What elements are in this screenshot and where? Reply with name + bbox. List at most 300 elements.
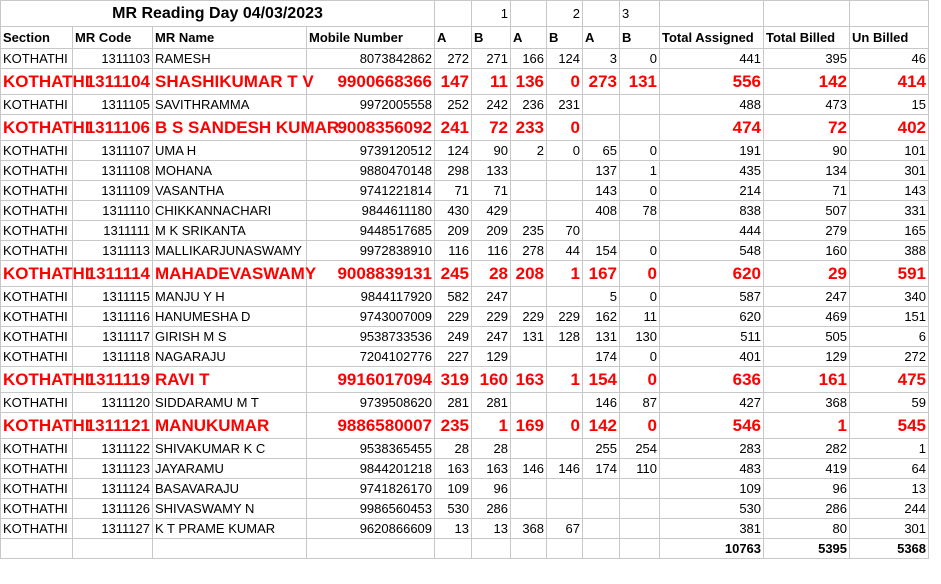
cell-un-billed: 143 xyxy=(850,181,929,201)
cell-mr-name: MANJU Y H xyxy=(153,287,307,307)
cell-a-1: 109 xyxy=(435,479,472,499)
cell-total-assigned: 488 xyxy=(660,95,764,115)
cell-b-1: 129 xyxy=(472,347,511,367)
cell-total-billed: 142 xyxy=(764,69,850,95)
cell-b-2 xyxy=(547,181,583,201)
cell-a-3: 154 xyxy=(583,241,620,261)
cell-b-3: 130 xyxy=(620,327,660,347)
cell-mobile: 9916017094 xyxy=(307,367,435,393)
cell-mobile: 9741221814 xyxy=(307,181,435,201)
cell-total-billed: 161 xyxy=(764,367,850,393)
table-row xyxy=(1,367,929,393)
cell-b-2: 124 xyxy=(547,49,583,69)
cell-b-3: 0 xyxy=(620,141,660,161)
cell-b-3 xyxy=(620,95,660,115)
cell-section: KOTHATHI xyxy=(1,307,73,327)
cell-a-2: 233 xyxy=(511,115,547,141)
cell-b-2: 231 xyxy=(547,95,583,115)
cell-un-billed: 151 xyxy=(850,307,929,327)
cell-a-3: 131 xyxy=(583,327,620,347)
table-row xyxy=(1,347,929,367)
table-row xyxy=(1,261,929,287)
cell-total-billed: 247 xyxy=(764,287,850,307)
cell-b-1: 286 xyxy=(472,499,511,519)
cell-a-3: 137 xyxy=(583,161,620,181)
cell-total-assigned: 636 xyxy=(660,367,764,393)
cell-b-2 xyxy=(547,287,583,307)
cell-total-assigned: 546 xyxy=(660,413,764,439)
cell-mr-code: 1311127 xyxy=(73,519,153,539)
sheet-title: MR Reading Day 04/03/2023 xyxy=(1,1,435,27)
cell-un-billed: 591 xyxy=(850,261,929,287)
cell-mobile: 9880470148 xyxy=(307,161,435,181)
un-billed-sum: 5368 xyxy=(850,539,929,559)
cell-mr-code: 1311113 xyxy=(73,241,153,261)
cell-b-1: 229 xyxy=(472,307,511,327)
cell-mobile: 9972005558 xyxy=(307,95,435,115)
cell-b-3: 78 xyxy=(620,201,660,221)
cell-b-1: 28 xyxy=(472,261,511,287)
cell-b-3: 11 xyxy=(620,307,660,327)
cell-b-3 xyxy=(620,499,660,519)
cell-a-2 xyxy=(511,181,547,201)
cell-total-billed: 160 xyxy=(764,241,850,261)
cell-b-2: 70 xyxy=(547,221,583,241)
cell-a-3: 5 xyxy=(583,287,620,307)
cell-mobile: 9886580007 xyxy=(307,413,435,439)
cell-b-1: 28 xyxy=(472,439,511,459)
cell-total-assigned: 511 xyxy=(660,327,764,347)
cell-a-2: 208 xyxy=(511,261,547,287)
cell-total-assigned: 427 xyxy=(660,393,764,413)
cell-b-1: 72 xyxy=(472,115,511,141)
cell-mr-name: SHASHIKUMAR T V xyxy=(153,69,307,95)
cell-a-2: 235 xyxy=(511,221,547,241)
cell-a-3 xyxy=(583,499,620,519)
cell-mr-code: 1311107 xyxy=(73,141,153,161)
table-row xyxy=(1,161,929,181)
cell-a-2: 368 xyxy=(511,519,547,539)
cell-b-2 xyxy=(547,161,583,181)
cell-a-2 xyxy=(511,393,547,413)
cell-a-1: 147 xyxy=(435,69,472,95)
cell-total-billed: 96 xyxy=(764,479,850,499)
cell-mr-code: 1311108 xyxy=(73,161,153,181)
cell-b-2: 44 xyxy=(547,241,583,261)
cell-mr-name: SAVITHRAMMA xyxy=(153,95,307,115)
table-row xyxy=(1,287,929,307)
cell-b-3: 0 xyxy=(620,413,660,439)
cell-a-3 xyxy=(583,115,620,141)
cell-b-1: 247 xyxy=(472,287,511,307)
cell-mobile: 9008356092 xyxy=(307,115,435,141)
cell-total-assigned: 620 xyxy=(660,307,764,327)
cell-a-1: 229 xyxy=(435,307,472,327)
cell-mobile: 9538733536 xyxy=(307,327,435,347)
cell-b-2: 128 xyxy=(547,327,583,347)
cell-total-assigned: 401 xyxy=(660,347,764,367)
header-a-1: A xyxy=(435,27,472,49)
cell-mobile: 9743007009 xyxy=(307,307,435,327)
cell-a-1: 28 xyxy=(435,439,472,459)
cell-mr-name: SIDDARAMU M T xyxy=(153,393,307,413)
cell-mr-code: 1311106 xyxy=(73,115,153,141)
table-row xyxy=(1,221,929,241)
cell-un-billed: 101 xyxy=(850,141,929,161)
cell-a-3 xyxy=(583,519,620,539)
header-a-3: A xyxy=(583,27,620,49)
header-mr-name: MR Name xyxy=(153,27,307,49)
cell-a-2 xyxy=(511,499,547,519)
header-un-billed: Un Billed xyxy=(850,27,929,49)
table-row xyxy=(1,479,929,499)
cell-mr-code: 1311118 xyxy=(73,347,153,367)
cell-a-2: 278 xyxy=(511,241,547,261)
cell-a-2 xyxy=(511,347,547,367)
cell-mobile: 9739120512 xyxy=(307,141,435,161)
cell-a-3 xyxy=(583,479,620,499)
cell-mr-code: 1311105 xyxy=(73,95,153,115)
cell-mr-name: CHIKKANNACHARI xyxy=(153,201,307,221)
cell-b-2 xyxy=(547,347,583,367)
cell-mobile: 9844201218 xyxy=(307,459,435,479)
cell-total-billed: 505 xyxy=(764,327,850,347)
cell-b-1: 281 xyxy=(472,393,511,413)
cell-total-billed: 72 xyxy=(764,115,850,141)
cell-a-2 xyxy=(511,161,547,181)
cell-un-billed: 388 xyxy=(850,241,929,261)
cell-section: KOTHATHI xyxy=(1,479,73,499)
cell-total-billed: 282 xyxy=(764,439,850,459)
cell-b-2: 229 xyxy=(547,307,583,327)
cell-mr-name: GIRISH M S xyxy=(153,327,307,347)
cell-total-assigned: 444 xyxy=(660,221,764,241)
header-b-1: B xyxy=(472,27,511,49)
cell-un-billed: 414 xyxy=(850,69,929,95)
cell-b-1: 1 xyxy=(472,413,511,439)
cell-a-1: 235 xyxy=(435,413,472,439)
cell-total-billed: 368 xyxy=(764,393,850,413)
cell-b-3: 1 xyxy=(620,161,660,181)
cell-b-3 xyxy=(620,479,660,499)
cell-mobile: 9972838910 xyxy=(307,241,435,261)
cell-total-billed: 507 xyxy=(764,201,850,221)
cell-mobile: 9538365455 xyxy=(307,439,435,459)
cell-a-1: 298 xyxy=(435,161,472,181)
cell-a-2: 169 xyxy=(511,413,547,439)
cell-mr-name: RAMESH xyxy=(153,49,307,69)
cell-mr-name: MALLIKARJUNASWAMY xyxy=(153,241,307,261)
cell-a-1: 245 xyxy=(435,261,472,287)
cell-b-1: 429 xyxy=(472,201,511,221)
table-row xyxy=(1,519,929,539)
cell-b-2: 0 xyxy=(547,413,583,439)
header-row xyxy=(1,27,929,49)
group-label-1: 1 xyxy=(472,1,511,27)
cell-total-billed: 134 xyxy=(764,161,850,181)
cell-section: KOTHATHI xyxy=(1,287,73,307)
cell-mr-code: 1311110 xyxy=(73,201,153,221)
cell-section: KOTHATHI xyxy=(1,499,73,519)
cell-mobile: 9739508620 xyxy=(307,393,435,413)
cell-mr-code: 1311109 xyxy=(73,181,153,201)
cell-mr-code: 1311121 xyxy=(73,413,153,439)
cell-b-2: 146 xyxy=(547,459,583,479)
cell-section: KOTHATHI xyxy=(1,367,73,393)
cell-b-1: 242 xyxy=(472,95,511,115)
cell-a-1: 582 xyxy=(435,287,472,307)
header-b-3: B xyxy=(620,27,660,49)
cell-un-billed: 340 xyxy=(850,287,929,307)
cell-mr-code: 1311124 xyxy=(73,479,153,499)
cell-section: KOTHATHI xyxy=(1,201,73,221)
cell-mobile: 9741826170 xyxy=(307,479,435,499)
cell-un-billed: 64 xyxy=(850,459,929,479)
cell-un-billed: 272 xyxy=(850,347,929,367)
cell-mr-code: 1311122 xyxy=(73,439,153,459)
cell-un-billed: 244 xyxy=(850,499,929,519)
cell-total-billed: 129 xyxy=(764,347,850,367)
total-billed-sum: 5395 xyxy=(764,539,850,559)
cell-a-1: 249 xyxy=(435,327,472,347)
cell-mr-name: MOHANA xyxy=(153,161,307,181)
cell-total-assigned: 587 xyxy=(660,287,764,307)
cell-b-3: 87 xyxy=(620,393,660,413)
cell-total-billed: 286 xyxy=(764,499,850,519)
cell-b-3: 0 xyxy=(620,287,660,307)
table-row xyxy=(1,181,929,201)
cell-mr-name: M K SRIKANTA xyxy=(153,221,307,241)
table-row xyxy=(1,413,929,439)
cell-un-billed: 475 xyxy=(850,367,929,393)
cell-b-3: 0 xyxy=(620,181,660,201)
header-total-billed: Total Billed xyxy=(764,27,850,49)
cell-b-3: 0 xyxy=(620,367,660,393)
cell-mr-name: SHIVAKUMAR K C xyxy=(153,439,307,459)
cell-section: KOTHATHI xyxy=(1,413,73,439)
cell-a-2: 166 xyxy=(511,49,547,69)
cell-section: KOTHATHI xyxy=(1,519,73,539)
cell-a-1: 241 xyxy=(435,115,472,141)
table-row xyxy=(1,69,929,95)
cell-b-2: 0 xyxy=(547,141,583,161)
cell-b-1: 160 xyxy=(472,367,511,393)
header-total-assigned: Total Assigned xyxy=(660,27,764,49)
cell-section: KOTHATHI xyxy=(1,95,73,115)
cell-a-2: 131 xyxy=(511,327,547,347)
cell-a-3: 3 xyxy=(583,49,620,69)
table-row xyxy=(1,327,929,347)
cell-b-2: 67 xyxy=(547,519,583,539)
cell-b-3 xyxy=(620,221,660,241)
cell-a-2: 146 xyxy=(511,459,547,479)
table-row xyxy=(1,459,929,479)
cell-total-assigned: 214 xyxy=(660,181,764,201)
table-row xyxy=(1,393,929,413)
cell-mobile: 9900668366 xyxy=(307,69,435,95)
cell-b-3: 0 xyxy=(620,347,660,367)
table-row xyxy=(1,201,929,221)
table-row xyxy=(1,49,929,69)
cell-a-3: 146 xyxy=(583,393,620,413)
cell-a-2 xyxy=(511,201,547,221)
cell-mobile: 8073842862 xyxy=(307,49,435,69)
cell-mr-code: 1311117 xyxy=(73,327,153,347)
cell-total-billed: 419 xyxy=(764,459,850,479)
cell-mr-name: SHIVASWAMY N xyxy=(153,499,307,519)
cell-un-billed: 6 xyxy=(850,327,929,347)
cell-un-billed: 1 xyxy=(850,439,929,459)
cell-mr-name: VASANTHA xyxy=(153,181,307,201)
cell-total-assigned: 548 xyxy=(660,241,764,261)
header-a-2: A xyxy=(511,27,547,49)
cell-mobile: 9620866609 xyxy=(307,519,435,539)
cell-section: KOTHATHI xyxy=(1,221,73,241)
table-row xyxy=(1,499,929,519)
cell-section: KOTHATHI xyxy=(1,115,73,141)
cell-a-3: 174 xyxy=(583,459,620,479)
cell-section: KOTHATHI xyxy=(1,261,73,287)
cell-total-billed: 71 xyxy=(764,181,850,201)
cell-section: KOTHATHI xyxy=(1,161,73,181)
cell-a-1: 124 xyxy=(435,141,472,161)
cell-b-1: 247 xyxy=(472,327,511,347)
cell-total-billed: 1 xyxy=(764,413,850,439)
cell-un-billed: 46 xyxy=(850,49,929,69)
cell-mobile: 9448517685 xyxy=(307,221,435,241)
cell-total-assigned: 530 xyxy=(660,499,764,519)
cell-section: KOTHATHI xyxy=(1,393,73,413)
cell-section: KOTHATHI xyxy=(1,459,73,479)
cell-total-assigned: 620 xyxy=(660,261,764,287)
cell-b-2: 0 xyxy=(547,69,583,95)
cell-mobile: 9844611180 xyxy=(307,201,435,221)
cell-section: KOTHATHI xyxy=(1,241,73,261)
cell-a-2: 2 xyxy=(511,141,547,161)
cell-un-billed: 15 xyxy=(850,95,929,115)
cell-a-1: 116 xyxy=(435,241,472,261)
cell-b-2 xyxy=(547,439,583,459)
cell-mr-code: 1311116 xyxy=(73,307,153,327)
table-row xyxy=(1,115,929,141)
cell-total-assigned: 556 xyxy=(660,69,764,95)
cell-total-assigned: 474 xyxy=(660,115,764,141)
cell-mobile: 9986560453 xyxy=(307,499,435,519)
cell-mobile: 7204102776 xyxy=(307,347,435,367)
table-row xyxy=(1,307,929,327)
cell-b-1: 209 xyxy=(472,221,511,241)
cell-mr-code: 1311123 xyxy=(73,459,153,479)
cell-b-2: 1 xyxy=(547,261,583,287)
cell-total-assigned: 381 xyxy=(660,519,764,539)
cell-a-2: 136 xyxy=(511,69,547,95)
cell-mr-code: 1311120 xyxy=(73,393,153,413)
cell-total-assigned: 838 xyxy=(660,201,764,221)
table-row xyxy=(1,95,929,115)
cell-b-2 xyxy=(547,479,583,499)
cell-a-1: 252 xyxy=(435,95,472,115)
header-mr-code: MR Code xyxy=(73,27,153,49)
cell-mr-code: 1311119 xyxy=(73,367,153,393)
title-row xyxy=(1,1,929,27)
cell-mr-name: B S SANDESH KUMAR xyxy=(153,115,307,141)
cell-a-3: 408 xyxy=(583,201,620,221)
cell-a-3: 255 xyxy=(583,439,620,459)
cell-b-3 xyxy=(620,519,660,539)
table-row xyxy=(1,439,929,459)
cell-b-2: 1 xyxy=(547,367,583,393)
cell-b-3 xyxy=(620,115,660,141)
cell-total-assigned: 483 xyxy=(660,459,764,479)
cell-b-3: 131 xyxy=(620,69,660,95)
cell-b-1: 11 xyxy=(472,69,511,95)
cell-mr-name: RAVI T xyxy=(153,367,307,393)
cell-mr-code: 1311115 xyxy=(73,287,153,307)
cell-b-1: 133 xyxy=(472,161,511,181)
cell-total-billed: 29 xyxy=(764,261,850,287)
cell-section: KOTHATHI xyxy=(1,49,73,69)
cell-a-3 xyxy=(583,221,620,241)
cell-total-billed: 395 xyxy=(764,49,850,69)
cell-a-1: 530 xyxy=(435,499,472,519)
cell-un-billed: 545 xyxy=(850,413,929,439)
cell-b-2 xyxy=(547,393,583,413)
cell-a-2 xyxy=(511,287,547,307)
cell-un-billed: 59 xyxy=(850,393,929,413)
cell-un-billed: 301 xyxy=(850,161,929,181)
cell-b-3: 110 xyxy=(620,459,660,479)
table-row xyxy=(1,141,929,161)
cell-total-billed: 279 xyxy=(764,221,850,241)
header-b-2: B xyxy=(547,27,583,49)
cell-total-billed: 80 xyxy=(764,519,850,539)
cell-section: KOTHATHI xyxy=(1,439,73,459)
cell-b-2 xyxy=(547,499,583,519)
totals-row xyxy=(1,539,929,559)
header-mobile: Mobile Number xyxy=(307,27,435,49)
cell-un-billed: 301 xyxy=(850,519,929,539)
cell-a-3 xyxy=(583,95,620,115)
cell-a-2: 163 xyxy=(511,367,547,393)
cell-mobile: 9844117920 xyxy=(307,287,435,307)
cell-a-3: 162 xyxy=(583,307,620,327)
cell-a-3: 154 xyxy=(583,367,620,393)
cell-a-1: 227 xyxy=(435,347,472,367)
cell-b-1: 271 xyxy=(472,49,511,69)
cell-un-billed: 402 xyxy=(850,115,929,141)
table-row xyxy=(1,241,929,261)
cell-a-3: 142 xyxy=(583,413,620,439)
cell-b-1: 116 xyxy=(472,241,511,261)
cell-total-assigned: 283 xyxy=(660,439,764,459)
cell-a-1: 319 xyxy=(435,367,472,393)
cell-mr-code: 1311103 xyxy=(73,49,153,69)
cell-b-1: 71 xyxy=(472,181,511,201)
cell-b-1: 163 xyxy=(472,459,511,479)
cell-a-1: 209 xyxy=(435,221,472,241)
cell-a-1: 163 xyxy=(435,459,472,479)
cell-b-2: 0 xyxy=(547,115,583,141)
cell-section: KOTHATHI xyxy=(1,347,73,367)
cell-total-assigned: 191 xyxy=(660,141,764,161)
cell-b-3: 0 xyxy=(620,241,660,261)
cell-un-billed: 13 xyxy=(850,479,929,499)
cell-a-2 xyxy=(511,439,547,459)
cell-mr-name: HANUMESHA D xyxy=(153,307,307,327)
group-label-2: 2 xyxy=(547,1,583,27)
cell-a-1: 13 xyxy=(435,519,472,539)
cell-mr-name: K T PRAME KUMAR xyxy=(153,519,307,539)
